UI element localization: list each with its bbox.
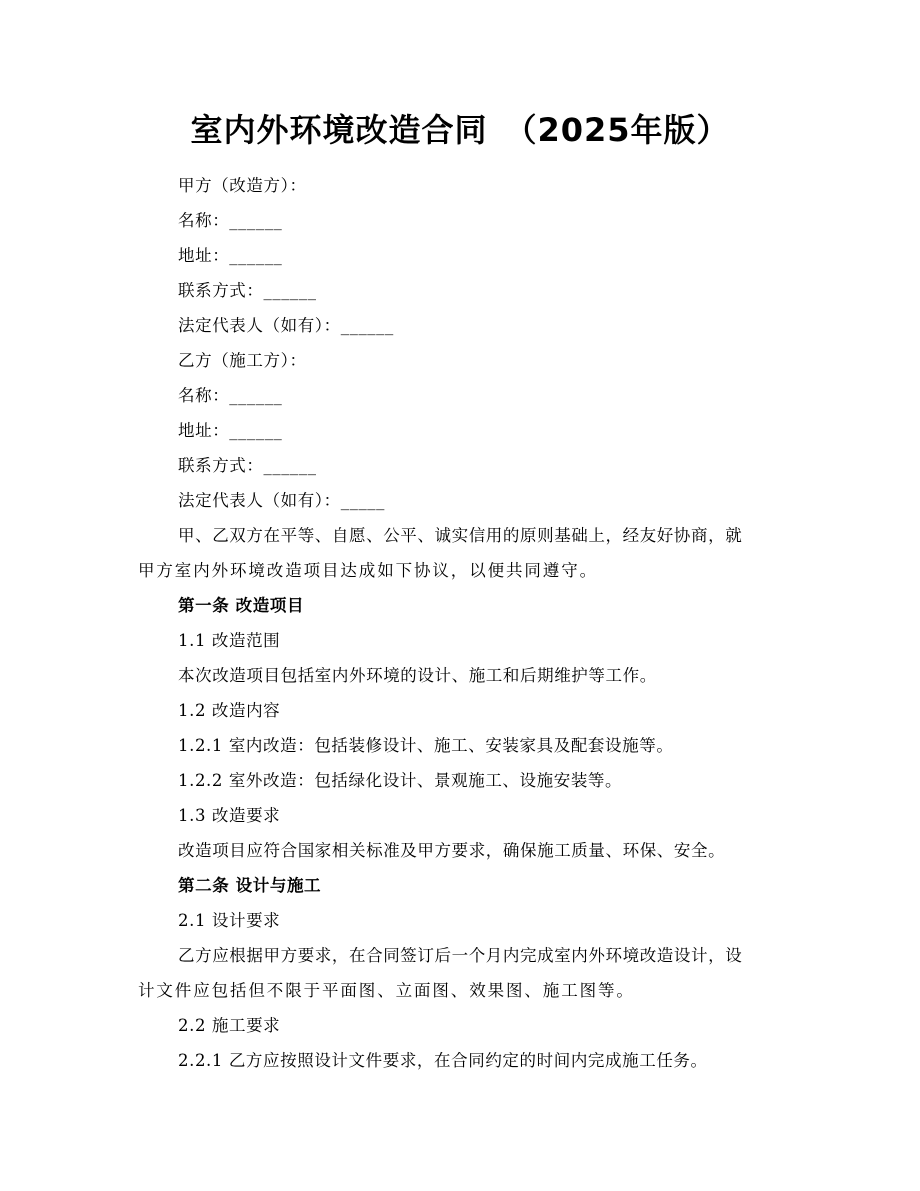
preamble-line-1: 甲、乙双方在平等、自愿、公平、诚实信用的原则基础上，经友好协商，就 <box>178 526 743 545</box>
party-a-address: 地址：______ <box>178 246 283 265</box>
section-2-1-line-1: 乙方应根据甲方要求，在合同签订后一个月内完成室内外环境改造设计，设 <box>178 946 743 965</box>
page-title: 室内外环境改造合同 （2025年版） <box>190 111 730 149</box>
section-2-1-title: 2.1 设计要求 <box>178 911 281 930</box>
article-2-heading: 第二条 设计与施工 <box>178 876 322 895</box>
section-1-3-title: 1.3 改造要求 <box>178 806 281 825</box>
section-1-2-2: 1.2.2 室外改造：包括绿化设计、景观施工、设施安装等。 <box>178 771 623 790</box>
section-2-2-title: 2.2 施工要求 <box>178 1016 281 1035</box>
section-1-1-title: 1.1 改造范围 <box>178 631 281 650</box>
party-a-name: 名称：______ <box>178 211 283 230</box>
party-b-address: 地址：______ <box>178 421 283 440</box>
party-a-contact: 联系方式：______ <box>178 281 317 300</box>
section-1-3-text: 改造项目应符合国家相关标准及甲方要求，确保施工质量、环保、安全。 <box>178 841 726 860</box>
party-b-legal-rep: 法定代表人（如有）：_____ <box>178 491 385 510</box>
party-b-name: 名称：______ <box>178 386 283 405</box>
party-b-heading: 乙方（施工方）： <box>178 351 307 370</box>
section-1-2-title: 1.2 改造内容 <box>178 701 281 720</box>
preamble-line-2: 甲方室内外环境改造项目达成如下协议，以便共同遵守。 <box>138 561 598 580</box>
section-1-2-1: 1.2.1 室内改造：包括装修设计、施工、安装家具及配套设施等。 <box>178 736 674 755</box>
section-2-1-line-2: 计文件应包括但不限于平面图、立面图、效果图、施工图等。 <box>138 981 635 1000</box>
party-a-heading: 甲方（改造方）： <box>178 176 307 195</box>
section-1-1-text: 本次改造项目包括室内外环境的设计、施工和后期维护等工作。 <box>178 666 657 685</box>
section-2-2-1: 2.2.1 乙方应按照设计文件要求，在合同约定的时间内完成施工任务。 <box>178 1051 708 1070</box>
party-a-legal-rep: 法定代表人（如有）：______ <box>178 316 394 335</box>
party-b-contact: 联系方式：______ <box>178 456 317 475</box>
article-1-heading: 第一条 改造项目 <box>178 596 305 615</box>
